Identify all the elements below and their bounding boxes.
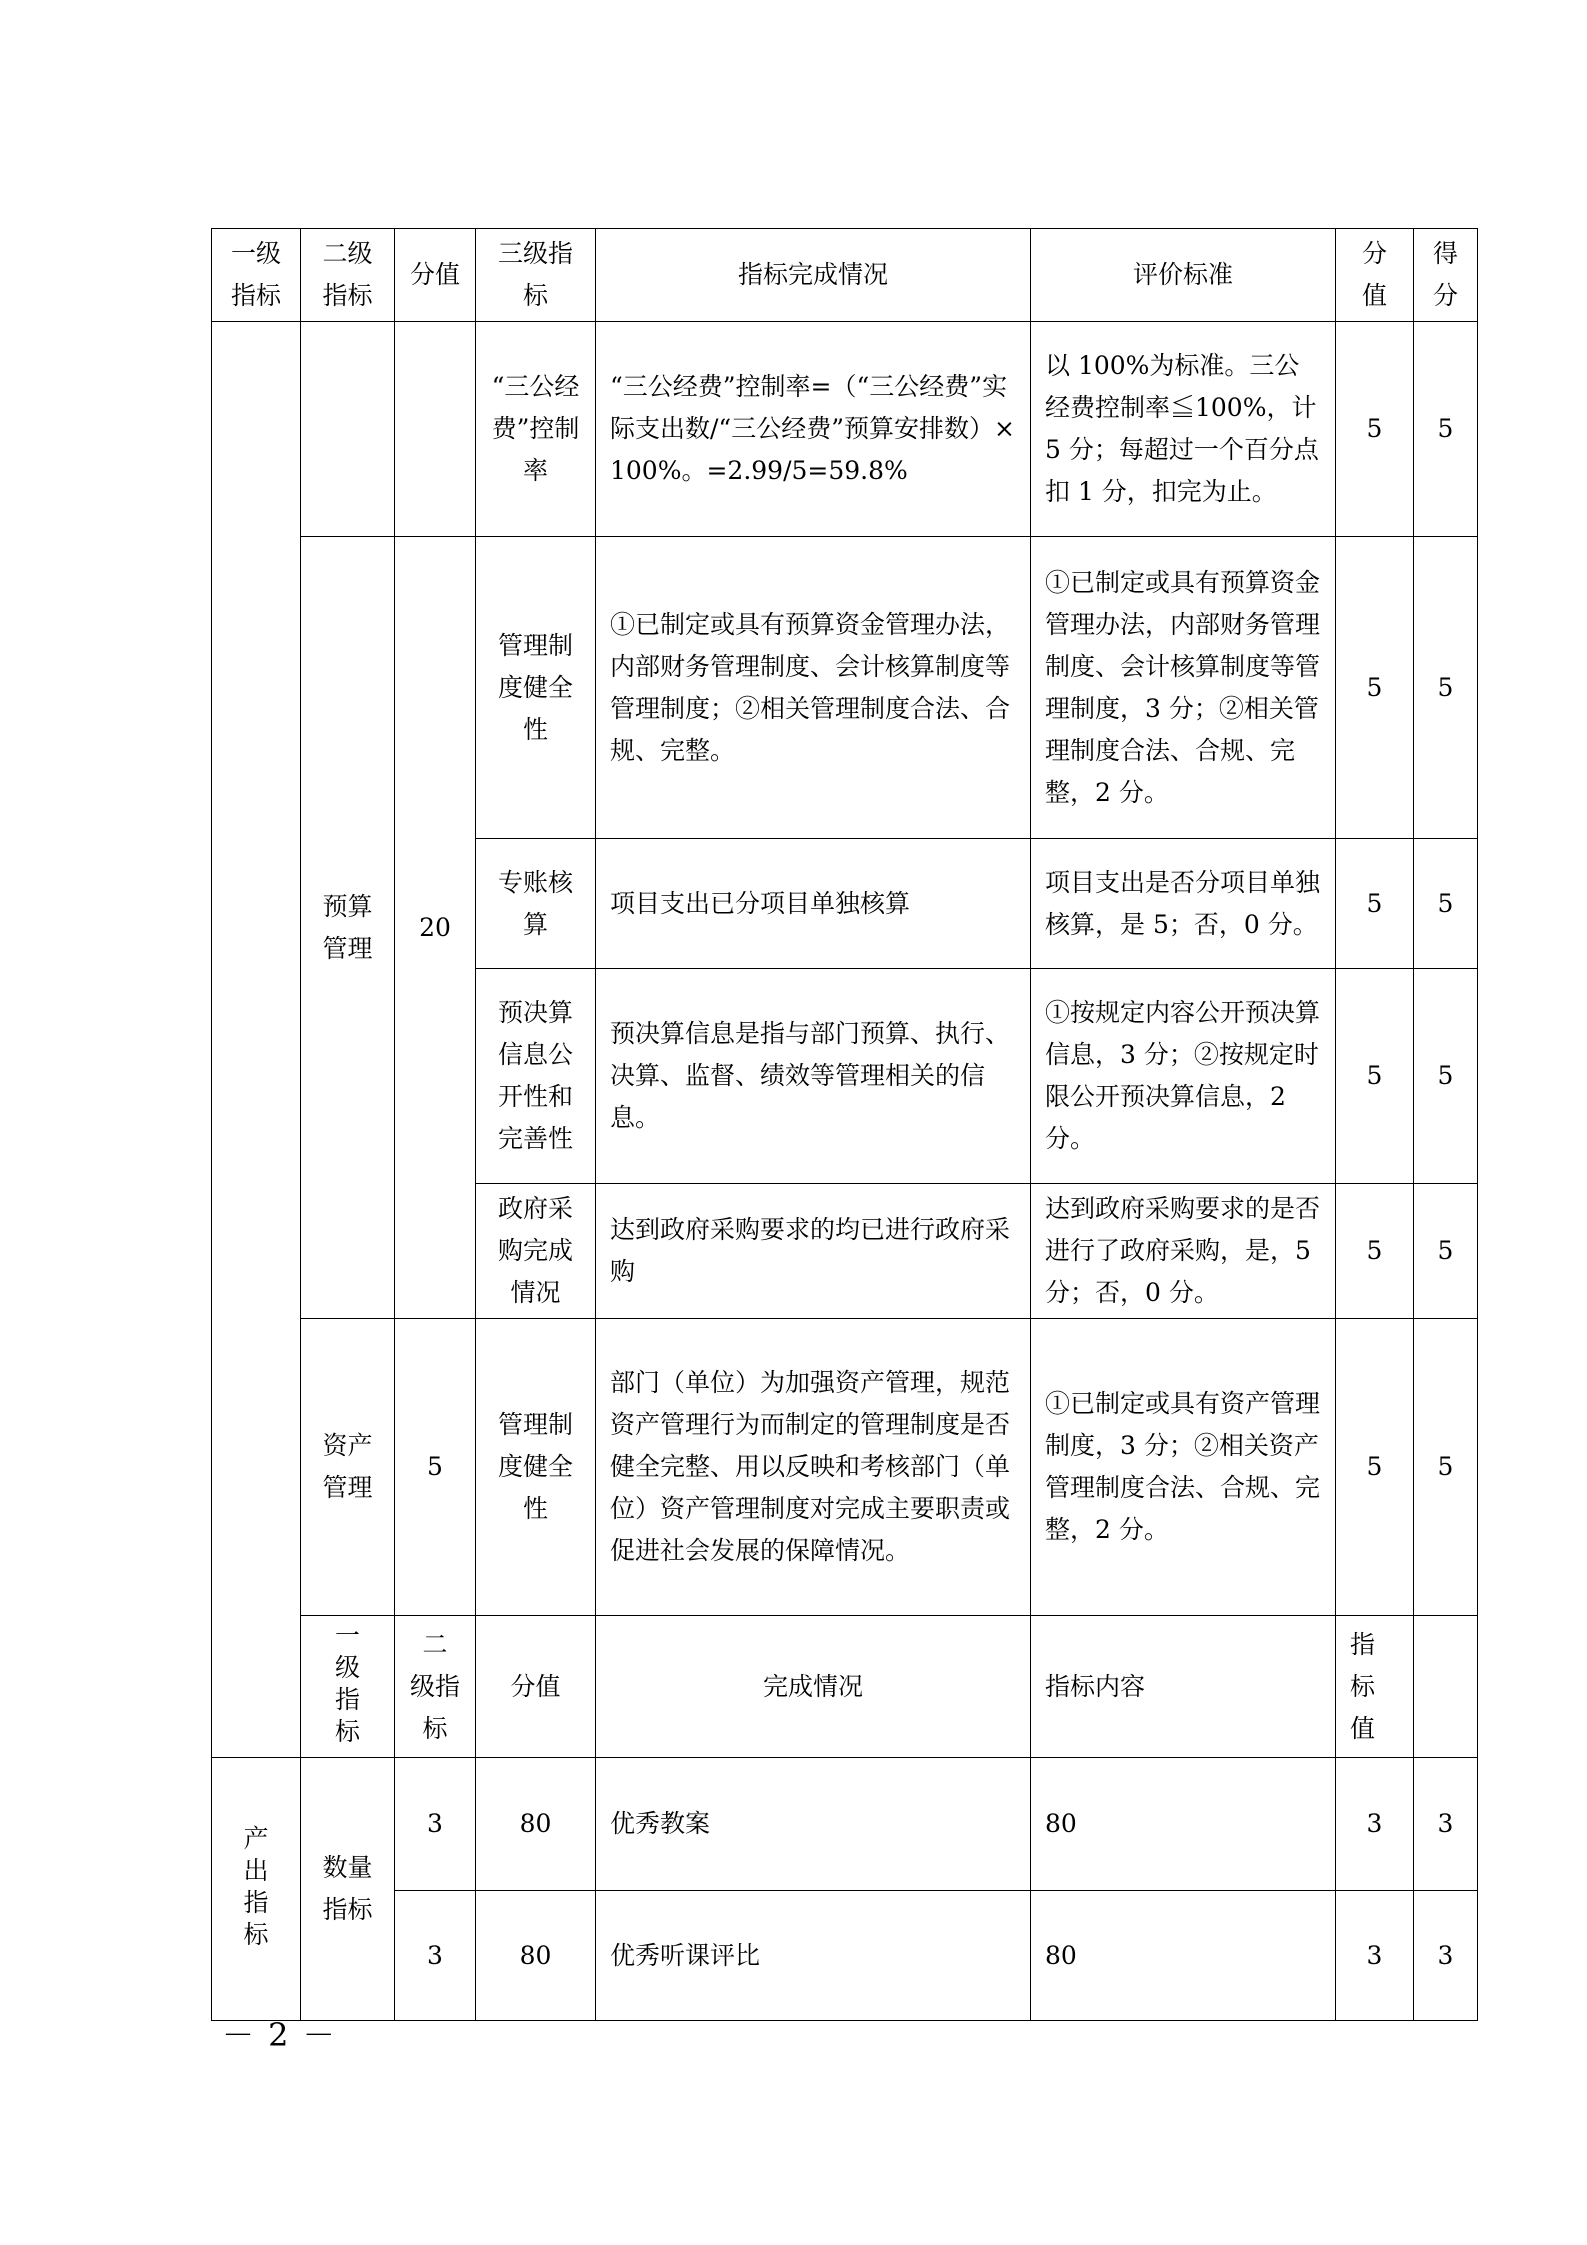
standard-cell: 以 100%为标准。三公经费控制率≦100%，计 5 分；每超过一个百分点扣 1 分，扣完为止。 — [1031, 322, 1336, 537]
header2-value: 指标值 — [1336, 1616, 1414, 1758]
header2-points: 分值 — [476, 1616, 596, 1758]
header-level3: 三级指标 — [476, 229, 596, 322]
got-cell: 5 — [1414, 1319, 1478, 1616]
completion-cell: ①已制定或具有预算资金管理办法，内部财务管理制度、会计核算制度等管理制度；②相关管理制度合法、合规、完整。 — [596, 537, 1031, 839]
score-cell: 5 — [1336, 322, 1414, 537]
score-cell: 5 — [1336, 537, 1414, 839]
output-content: 优秀听课评比 — [596, 1891, 1031, 2021]
completion-cell: 预决算信息是指与部门预算、执行、决算、监督、绩效等管理相关的信息。 — [596, 969, 1031, 1184]
score-cell: 5 — [1336, 1319, 1414, 1616]
completion-cell: 部门（单位）为加强资产管理，规范资产管理行为而制定的管理制度是否健全完整、用以反映和考核部门（单位）资产管理制度对完成主要职责或促进社会发展的保障情况。 — [596, 1319, 1031, 1616]
table-row — [212, 322, 1478, 537]
score-cell: 5 — [1336, 1184, 1414, 1319]
group-budget-name: 预算管理 — [301, 537, 395, 1319]
evaluation-table — [211, 228, 1478, 2021]
output-got: 3 — [1414, 1758, 1478, 1891]
header-level1: 一级指标 — [212, 229, 301, 322]
level2-cell-blank — [301, 322, 395, 537]
header-standard: 评价标准 — [1031, 229, 1336, 322]
header-row — [212, 229, 1478, 322]
standard-cell: ①已制定或具有预算资金管理办法，内部财务管理制度、会计核算制度等管理制度，3 分；②相关管理制度合法、合规、完整，2 分。 — [1031, 537, 1336, 839]
page-number: － 2 － — [222, 2016, 337, 2054]
output-done: 80 — [476, 1891, 596, 2021]
header-got: 得分 — [1414, 229, 1478, 322]
output-score: 3 — [1336, 1891, 1414, 2021]
header-level2: 二级指标 — [301, 229, 395, 322]
got-cell: 5 — [1414, 537, 1478, 839]
output-points: 3 — [395, 1758, 476, 1891]
level1-cell-blank — [212, 322, 301, 1758]
completion-cell: “三公经费”控制率=（“三公经费”实际支出数/“三公经费”预算安排数）×100%。=2.99/5=59.8% — [596, 322, 1031, 537]
output-done: 80 — [476, 1758, 596, 1891]
header2-blank — [1414, 1616, 1478, 1758]
table-row — [212, 537, 1478, 839]
group-asset-name: 资产管理 — [301, 1319, 395, 1616]
indicator-cell: 政府采购完成情况 — [476, 1184, 596, 1319]
completion-cell: 项目支出已分项目单独核算 — [596, 839, 1031, 969]
header2-completion: 完成情况 — [596, 1616, 1031, 1758]
got-cell: 5 — [1414, 1184, 1478, 1319]
header-completion: 指标完成情况 — [596, 229, 1031, 322]
table-row — [212, 1319, 1478, 1616]
indicator-cell: 管理制度健全性 — [476, 537, 596, 839]
group-budget-points: 20 — [395, 537, 476, 1319]
output-content: 优秀教案 — [596, 1758, 1031, 1891]
header-score: 分值 — [1336, 229, 1414, 322]
header2-level2: 二 级指标 — [395, 1616, 476, 1758]
indicator-cell: 预决算信息公开性和完善性 — [476, 969, 596, 1184]
indicator-cell: 专账核算 — [476, 839, 596, 969]
standard-cell: ①已制定或具有资产管理制度，3 分；②相关资产管理制度合法、合规、完整，2 分。 — [1031, 1319, 1336, 1616]
indicator-cell: “三公经费”控制率 — [476, 322, 596, 537]
table-row — [212, 1891, 1478, 2021]
completion-cell: 达到政府采购要求的均已进行政府采购 — [596, 1184, 1031, 1319]
output-value: 80 — [1031, 1891, 1336, 2021]
output-level1: 产出指标 — [212, 1758, 301, 2021]
output-got: 3 — [1414, 1891, 1478, 2021]
score-cell: 5 — [1336, 839, 1414, 969]
output-level2: 数量指标 — [301, 1758, 395, 2021]
header-row-2 — [212, 1616, 1478, 1758]
standard-cell: 项目支出是否分项目单独核算，是 5；否，0 分。 — [1031, 839, 1336, 969]
header2-content: 指标内容 — [1031, 1616, 1336, 1758]
output-value: 80 — [1031, 1758, 1336, 1891]
table-row — [212, 1758, 1478, 1891]
output-points: 3 — [395, 1891, 476, 2021]
header-points: 分值 — [395, 229, 476, 322]
got-cell: 5 — [1414, 839, 1478, 969]
standard-cell: 达到政府采购要求的是否进行了政府采购，是，5 分；否，0 分。 — [1031, 1184, 1336, 1319]
score-cell: 5 — [1336, 969, 1414, 1184]
points-cell-blank — [395, 322, 476, 537]
indicator-cell: 管理制度健全性 — [476, 1319, 596, 1616]
header2-level1: 一级指标 — [301, 1616, 395, 1758]
standard-cell: ①按规定内容公开预决算信息，3 分；②按规定时限公开预决算信息，2 分。 — [1031, 969, 1336, 1184]
group-asset-points: 5 — [395, 1319, 476, 1616]
got-cell: 5 — [1414, 969, 1478, 1184]
output-score: 3 — [1336, 1758, 1414, 1891]
got-cell: 5 — [1414, 322, 1478, 537]
